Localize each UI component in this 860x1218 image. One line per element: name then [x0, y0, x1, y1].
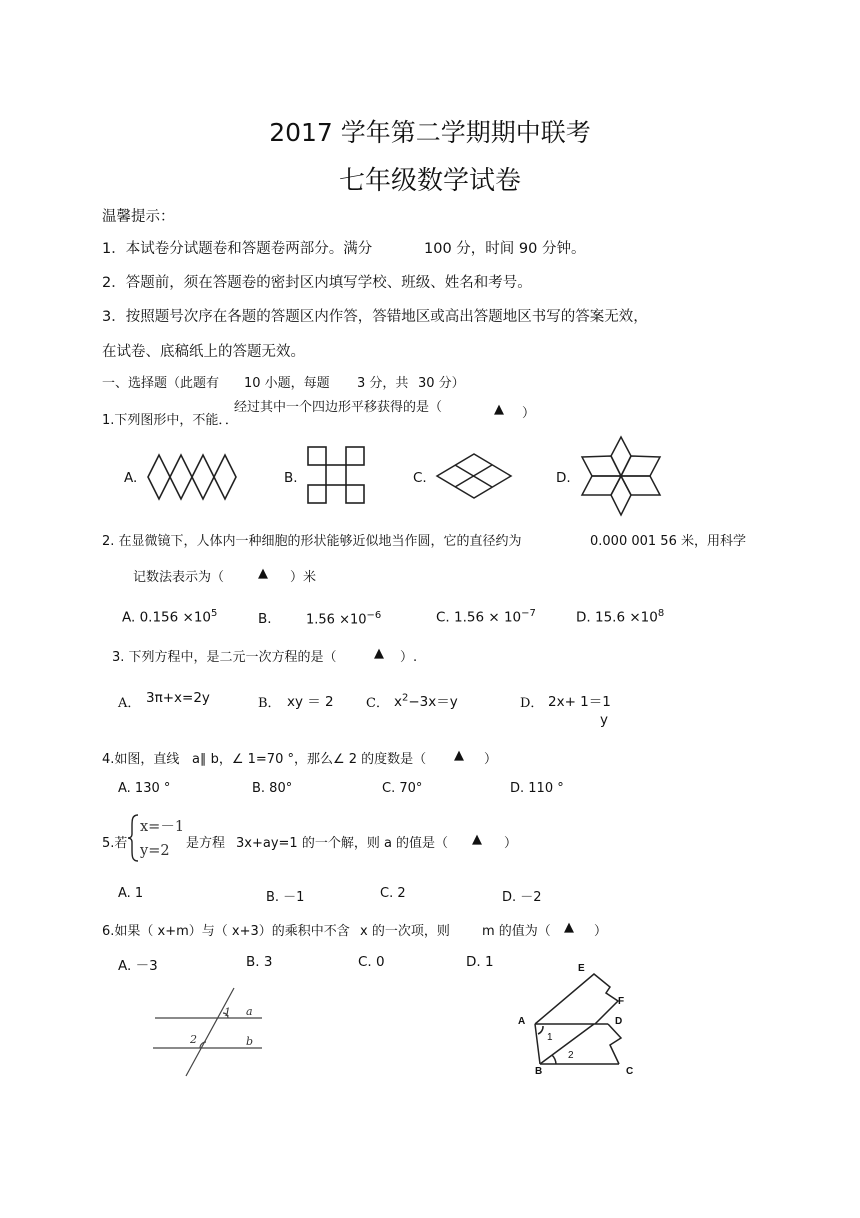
fig-label-b: b	[246, 1035, 254, 1048]
q3-option-d-label: D．	[520, 696, 544, 711]
section-heading-c: 3 分，共	[357, 376, 409, 391]
q1-stem-b: 经过其中一个四边形平移获得的是（	[234, 400, 443, 415]
q5-answer-mark: ▲	[472, 832, 482, 847]
q6-stem-a: 6.如果（ x+m）与（ x+3）的乘积中不含	[102, 924, 350, 939]
q3-option-a-label: A．	[118, 696, 141, 711]
folded-flap	[535, 974, 618, 1024]
q1-option-b-label: B.	[284, 470, 298, 486]
q3-option-d-denominator: y	[600, 712, 608, 728]
fold-label-b: B	[535, 1066, 543, 1077]
section-heading-d: 30 分）	[418, 376, 465, 391]
q1-option-d-label: D.	[556, 470, 571, 486]
q1-figure-d	[582, 437, 662, 515]
fold-line	[540, 1024, 594, 1064]
q2-answer-mark: ▲	[258, 566, 268, 581]
q6-option-c: C. 0	[358, 954, 385, 970]
notice-item-1a: 1．本试卷分试题卷和答题卷两部分。满分	[102, 241, 373, 257]
q6-option-a: A. －3	[118, 958, 158, 974]
q3-option-b-label: B．	[258, 696, 281, 711]
q5-system-eq-1: x=－1	[140, 819, 185, 835]
q3-answer-mark: ▲	[374, 646, 384, 661]
fold-label-d: D	[615, 1016, 623, 1027]
q1-stem-a: 1.下列图形中，不能．．	[102, 413, 238, 428]
q1-figure-c	[437, 454, 513, 498]
q3-stem-a: 3. 下列方程中，是二元一次方程的是（	[112, 650, 337, 665]
q5-stem-a: 5.若	[102, 836, 128, 851]
q5-option-b: B. －1	[266, 890, 305, 905]
q2-option-c: C. $1.56 \times 10^{-7}$	[436, 608, 536, 626]
q2-option-a: A. $0.156 \times 10^5$	[122, 608, 218, 626]
q6-option-b: B. 3	[246, 954, 273, 970]
q5-brace	[128, 814, 140, 862]
notice-item-1b: 100 分，时间 90 分钟。	[424, 241, 586, 257]
q5-option-a: A. 1	[118, 886, 144, 901]
notice-item-3: 3．按照题号次序在各题的答题区内作答，答错地区或高出答题地区书写的答案无效，	[102, 309, 648, 325]
q2-option-b-label: B.	[258, 611, 272, 627]
fold-label-a: A	[518, 1016, 526, 1027]
q5-option-c: C. 2	[380, 886, 406, 901]
q3-option-b: xy ＝ 2	[287, 694, 334, 710]
fold-label-e: E	[578, 963, 585, 974]
parallel-lines-figure	[150, 986, 270, 1078]
section-heading-b: 10 小题，每题	[244, 376, 330, 391]
fig-label-1: 1	[224, 1006, 231, 1019]
q4-stem-b: a∥ b，∠ 1=70 °，那么∠ 2 的度数是（	[192, 752, 427, 767]
fold-label-angle-1: 1	[547, 1032, 553, 1043]
q3-option-c-label: C．	[366, 696, 389, 711]
notice-item-3-cont: 在试卷、底稿纸上的答题无效。	[102, 344, 305, 360]
q2-stem-b: 0.000 001 56 米，用科学	[590, 534, 746, 549]
q2-stem-c: 记数法表示为（	[133, 570, 225, 585]
exam-title: 2017 学年第二学期期中联考	[269, 118, 591, 147]
q5-stem-c: 3x+ay=1 的一个解，则 a 的值是（	[236, 836, 449, 851]
fold-label-angle-2: 2	[568, 1050, 574, 1061]
q4-answer-mark: ▲	[454, 748, 464, 763]
folded-strip-figure	[510, 958, 650, 1078]
q1-stem-d: ）	[522, 406, 536, 421]
q4-stem-a: 4.如图，直线	[102, 752, 180, 767]
right-notch	[608, 1024, 621, 1064]
fold-label-c: C	[626, 1066, 634, 1077]
fold-label-f: F	[618, 996, 625, 1007]
q3-stem-c: ）.	[400, 650, 418, 665]
q1-option-a-label: A.	[124, 470, 138, 486]
angle-1-arc	[538, 1026, 543, 1034]
q2-stem-e: ）米	[290, 570, 317, 585]
q5-stem-b: 是方程	[186, 836, 226, 851]
q4-stem-d: ）	[484, 752, 498, 767]
q6-answer-mark: ▲	[564, 920, 574, 935]
segment-ab	[535, 1024, 540, 1064]
q4-option-b: B. 80°	[252, 781, 293, 796]
fig-label-2: 2	[190, 1033, 197, 1046]
q6-option-d: D. 1	[466, 954, 494, 970]
notice-item-2: 2．答题前，须在答题卷的密封区内填写学校、班级、姓名和考号。	[102, 275, 532, 291]
q2-option-d: D. $15.6 \times 10^8$	[576, 608, 665, 626]
q1-option-c-label: C.	[413, 470, 427, 486]
q3-option-d: 2x+ 1＝1	[548, 694, 611, 710]
q6-stem-b: x 的一次项，则	[360, 924, 450, 939]
q4-option-a: A. 130 °	[118, 781, 171, 796]
q1-answer-mark: ▲	[494, 402, 504, 417]
q6-stem-c: m 的值为（	[482, 924, 551, 939]
q1-figure-b	[307, 446, 367, 506]
q2-option-b: $1.56 \times 10^{-6}$	[306, 610, 382, 628]
fig-label-a: a	[246, 1005, 253, 1018]
q5-stem-e: ）	[504, 836, 518, 851]
q3-option-c: $x^2-3x=y$	[394, 692, 458, 710]
q5-system-eq-2: y=2	[140, 843, 170, 859]
angle-2-arc	[552, 1055, 556, 1064]
q4-option-d: D. 110 °	[510, 781, 564, 796]
q3-option-a: 3π+x=2y	[146, 690, 210, 706]
transversal-line	[186, 988, 234, 1076]
q5-option-d: D. －2	[502, 890, 542, 905]
q1-figure-a	[148, 455, 243, 499]
exam-subtitle: 七年级数学试卷	[338, 166, 521, 196]
q2-stem-a: 2. 在显微镜下，人体内一种细胞的形状能够近似地当作圆，它的直径约为	[102, 534, 522, 549]
q4-option-c: C. 70°	[382, 781, 423, 796]
section-heading-a: 一、选择题（此题有	[102, 376, 220, 391]
q6-stem-e: ）	[594, 924, 608, 939]
notice-heading: 温馨提示：	[102, 209, 175, 225]
